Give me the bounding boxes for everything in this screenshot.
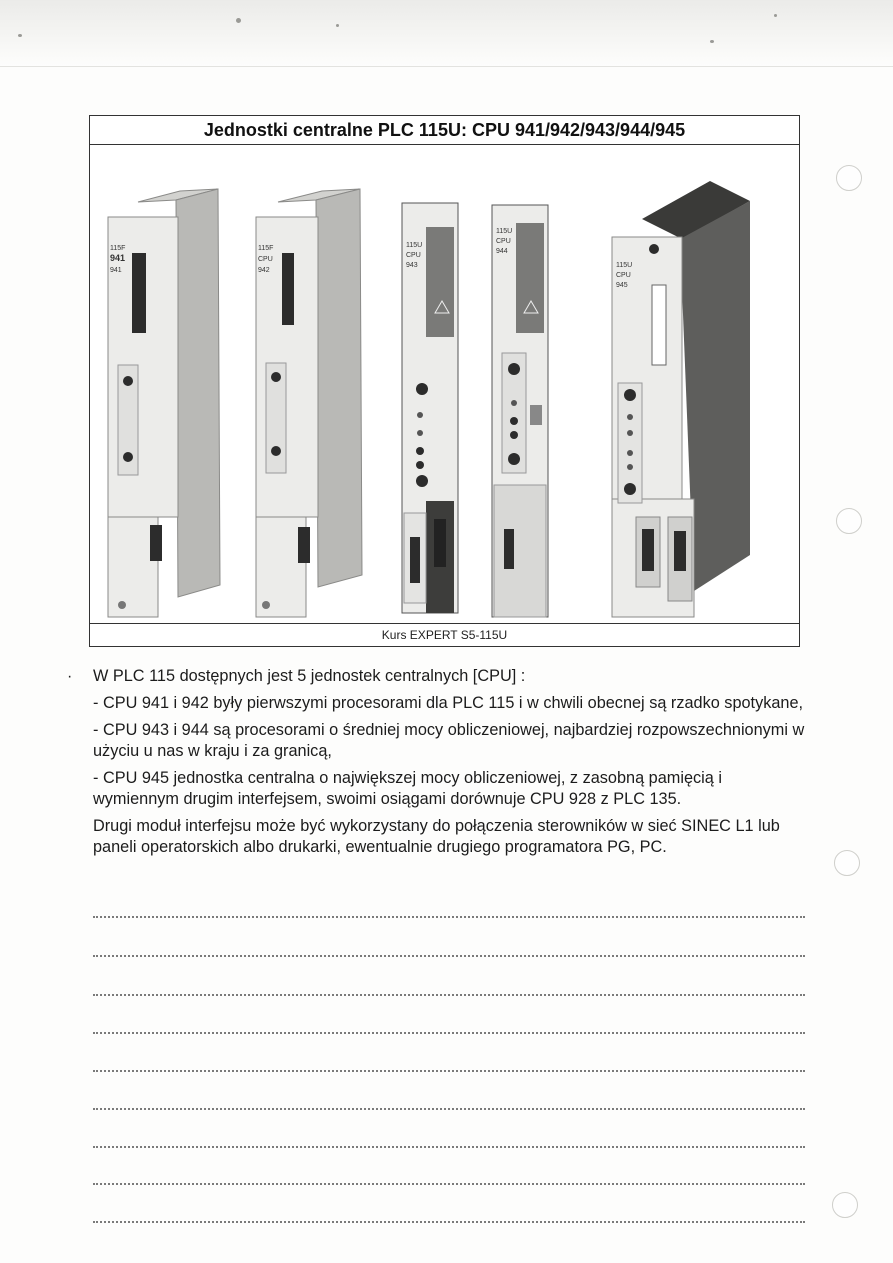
notes-line: [93, 992, 805, 996]
module-label: 941: [110, 253, 126, 263]
punch-hole: [836, 508, 862, 534]
module-label: 115F: [110, 245, 126, 252]
scan-speck: [18, 34, 22, 37]
figure-title: Jednostki centralne PLC 115U: CPU 941/942/943/944/945: [90, 116, 799, 145]
list-item: - CPU 941 i 942 były pierwszymi procesorami dla PLC 115 i w chwili obecnej są rzadko spotykane,: [93, 694, 804, 712]
cpu-943-module: [402, 203, 458, 613]
module-label: 115F: [258, 245, 274, 252]
notes-line: [93, 1106, 805, 1110]
notes-line: [93, 1181, 805, 1185]
module-label: CPU: [258, 256, 273, 263]
module-label: 115U: [616, 262, 633, 269]
notes-line: [93, 1068, 805, 1072]
cpu-944-module: [492, 205, 548, 617]
notes-line: [93, 953, 805, 957]
notes-line: [93, 1219, 805, 1223]
cpu-modules-photo: [90, 145, 799, 623]
module-label: CPU: [616, 272, 631, 279]
intro-text: W PLC 115 dostępnych jest 5 jednostek centralnych [CPU] :: [93, 667, 526, 685]
module-label: CPU: [406, 252, 421, 259]
note-paragraph: Drugi moduł interfejsu może być wykorzystany do połączenia sterowników w sieć SINEC L1 lub paneli operatorskich albo drukarki, ewentualnie drugiego programatora PG, PC.: [93, 817, 780, 856]
module-label: 115U: [496, 228, 513, 235]
cpu-modules-illustration: [90, 145, 797, 623]
bullet-dot-icon: ·: [67, 668, 73, 685]
module-label: 943: [406, 262, 418, 269]
notes-line: [93, 1030, 805, 1034]
figure-caption: Kurs EXPERT S5-115U: [90, 623, 799, 646]
list-item: - CPU 943 i 944 są procesorami o średniej mocy obliczeniowej, najbardziej rozpowszechnionymi w użyciu u nas w kraju i za granicą,: [93, 721, 805, 760]
body-text: [67, 666, 805, 864]
cpu-945-module: [612, 181, 750, 617]
scan-speck: [710, 40, 714, 43]
module-label: 944: [496, 248, 508, 255]
punch-hole: [834, 850, 860, 876]
cpu-942-module: [256, 189, 362, 617]
scan-header-strip: [0, 0, 893, 67]
intro-paragraph: [67, 666, 805, 687]
list-item: - CPU 945 jednostka centralna o największej mocy obliczeniowej, z zasobną pamięcią i wymiennym drugim interfejsem, swoimi osiągami dorównuje CPU 928 z PLC 135.: [93, 769, 722, 808]
scan-speck: [336, 24, 339, 27]
punch-hole: [836, 165, 862, 191]
scan-speck: [774, 14, 777, 17]
module-label: 942: [258, 267, 270, 274]
module-label: CPU: [496, 238, 511, 245]
scan-speck: [236, 18, 241, 23]
module-label: 945: [616, 282, 628, 289]
punch-hole: [832, 1192, 858, 1218]
module-label: 941: [110, 267, 122, 274]
cpu-941-module: [108, 189, 220, 617]
module-label: 115U: [406, 242, 423, 249]
notes-line: [93, 914, 805, 918]
figure-frame: [89, 115, 800, 647]
notes-line: [93, 1144, 805, 1148]
